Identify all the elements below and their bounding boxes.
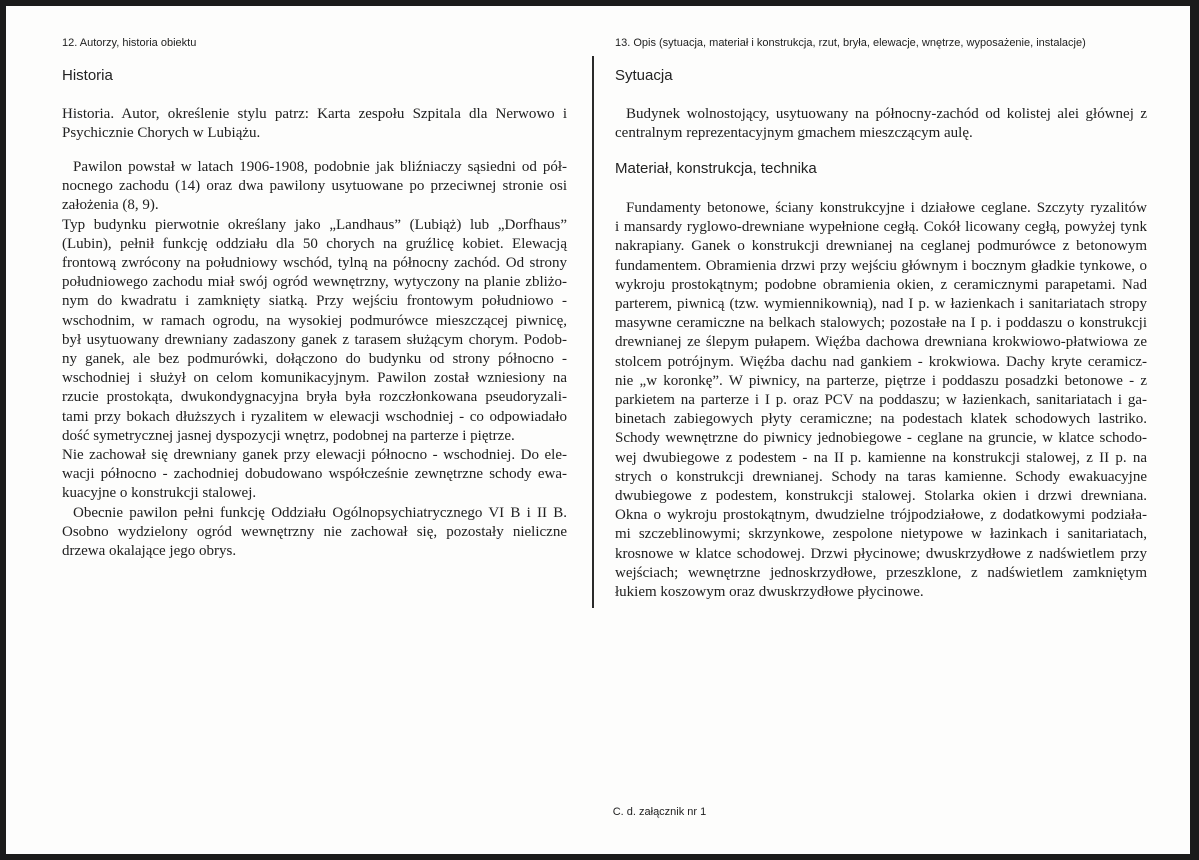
text-line: fundamentem. Obramienia drzwi przy wejściu głównym i bocznym gładkie tynkowe, o (615, 257, 1147, 274)
text-line: tami przy bokach dłuższych i ryzalitem w elewacji wschodniej - co odpowiadało (62, 408, 567, 425)
text-line: stolcem potrójnym. Więźba dachu nad gankiem - krokwiowa. Dachy kryte ceramicz- (615, 353, 1147, 370)
text-line: Schody wewnętrzne do piwnicy jednobiegowe - ceglane na gruncie, w klatce schodo- (615, 430, 1147, 447)
text-line: mi szczeblinowymi; skrzynkowe, zespolone nietypowe w łazinkach i sanitariatach, (615, 526, 1147, 543)
text-line: Fundamenty betonowe, ściany konstrukcyjne i działowe ceglane. Szczyty ryzalitów (626, 200, 1147, 216)
text-line: nakrapiany. Ganek o konstrukcji drewnianej na ceglanej podmurówce z betonowym (615, 238, 1147, 255)
material-body (615, 199, 1147, 602)
text-line: centralnym reprezentacyjnym gmachem mieszczącym aulę. (615, 125, 973, 142)
text-line: masywne ceramiczne na belkach stalowych; pozostałe na I p. i poddaszu o konstrukcji (615, 315, 1147, 332)
text-line: wschodniej i służył on celom komunikacyjnym. Pawilon został wzniesiony na (62, 370, 567, 387)
text-line: łukiem koszowym oraz dwuskrzydłowe płycinowe. (615, 584, 924, 601)
text-line: parterem, piwnicą (tzw. wymiennikownią), nad I p. w łazienkach i sanitariatach stropy (615, 296, 1147, 313)
text-line: (Lubin), pełnił funkcję oddziału dla 50 chorych na gruźlicę kobiet. Elewacją (62, 235, 567, 252)
history-heading: Historia (62, 67, 113, 84)
text-line: kuacyjne o konstrukcji stalowej. (62, 485, 257, 502)
text-line: Typ budynku pierwotnie określany jako „Landhaus” (Lubiąż) lub „Dorfhaus” (62, 216, 567, 233)
text-line: nym do kwadratu i zamknięty siatką. Przy wejściu frontowym południowo - (62, 293, 567, 310)
text-line: Osobno wydzielony ogród wewnętrzny nie zachował się, pozostały nieliczne (62, 523, 567, 540)
text-line: wacji północno - zachodniej dobudowano współcześnie zewnętrzne schody ewa- (62, 466, 567, 483)
text-line: i mansardy ryglowo-drewniane wypełnione cegłą. Cokół licowany cegłą, powyżej tynk (615, 219, 1147, 236)
text-line: był usytuowany drewniany zadaszony ganek z tarasem służącym chorym. Podob- (62, 331, 567, 348)
column-divider (592, 56, 594, 608)
text-line: ny ganek, ale bez podmurówki, dołączono do budynku od strony północno - (62, 351, 567, 368)
text-line: nie „w koronkę”. W piwnicy, na parterze, piętrze i poddaszu posadzki betonowe - z (615, 372, 1147, 389)
text-line: wejściach; wewnętrzne jednoskrzydłowe, przeszklone, z nadświetlem zamkniętym (615, 564, 1147, 581)
text-line: strych o konstrukcji drewnianej. Schody na taras kamienne. Schody ewakuacyjne (615, 468, 1147, 485)
history-body (62, 158, 567, 561)
text-line: drzewa okalające jego obrys. (62, 543, 237, 560)
situation-heading: Sytuacja (615, 67, 673, 84)
text-line: Pawilon powstał w latach 1906-1908, podobnie jak bliźniaczy sąsiedni od pół- (73, 159, 567, 175)
text-line: frontową zwrócony na południowy wschód, tylną na północny zachód. Od strony (62, 255, 567, 272)
text-line: Nie zachował się drewniany ganek przy elewacji północno - wschodniej. Do ele- (62, 447, 567, 464)
text-line: wschodnim, w ramach ogrodu, na wysokiej podmurówce mieszczącej piwnicę, (62, 312, 567, 329)
text-line: Obecnie pawilon pełni funkcję Oddziału Ogólnopsychiatrycznego VI B i II B. (73, 504, 567, 521)
history-intro (62, 105, 567, 143)
text-line: Okna o wykroju prostokątnym, dwudzielne trójpodziałowe, z dodatkowymi podziała- (615, 507, 1147, 524)
text-line: założenia (8, 9). (62, 197, 159, 214)
text-line: wykroju prostokątnym; podobne obramienia okien, z ceramicznymi parapetami. Nad (615, 276, 1147, 293)
text-line: parkietem na parterze i I p. oraz PCV na poddaszu; w łazienkach, sanitariatach i ga- (615, 392, 1147, 409)
text-line: rzucie prostokąta, dwukondygnacyjna bryła była rozczłonkowana pseudoryzali- (62, 389, 567, 406)
text-line: Psychicznie Chorych w Lubiążu. (62, 125, 261, 142)
text-line: Budynek wolnostojący, usytuowany na północny-zachód od kolistej alei głównej z (626, 106, 1147, 122)
text-line: dwubiegowe z podestem, konstrukcji stalowej. Stolarka okien i drzwi drewniana. (615, 488, 1147, 505)
text-line: południowego zachodu miał swój ogród wewnętrzny, wytyczony na planie zbliżo- (62, 274, 567, 291)
text-line: binetach zabiegowych płyty ceramiczne; na podestach klatek schodowych lastriko. (615, 411, 1147, 428)
text-line: wej dwubiegowe z podestem - na II p. kamienne na konstrukcji stalowej, z II p. na (615, 449, 1147, 466)
page-footer: C. d. załącznik nr 1 (612, 806, 707, 818)
text-line: dość symetrycznej jasnej dyspozycji wnętrz, podobnej na parterze i piętrze. (62, 427, 515, 444)
situation-body (615, 105, 1147, 143)
text-line: Historia. Autor, określenie stylu patrz: Karta zespołu Szpitala dla Nerwowo i (62, 106, 567, 122)
right-section-header: 13. Opis (sytuacja, materiał i konstrukcja, rzut, bryła, elewacje, wnętrze, wyposażenie, instalacje) (615, 37, 1086, 49)
material-heading: Materiał, konstrukcja, technika (615, 160, 817, 177)
left-section-header: 12. Autorzy, historia obiektu (62, 37, 197, 49)
text-line: nocnego zachodu (14) oraz dwa pawilony usytuowane po przeciwnej stronie osi (62, 178, 567, 195)
text-line: krosnowe w klatce schodowej. Drzwi płycinowe; dwuskrzydłowe z nadświetlem przy (615, 545, 1147, 562)
text-line: drewnianej ze ślepym pułapem. Więźba dachowa drewniana krokwiowo-płatwiowa ze (615, 334, 1147, 351)
